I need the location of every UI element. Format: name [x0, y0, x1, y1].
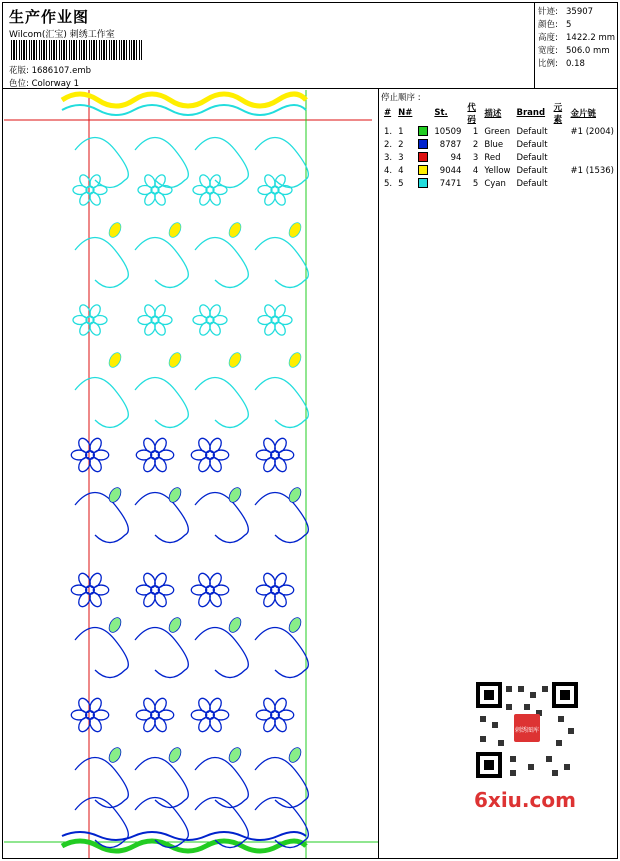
stop-sequence-title: 停止顺序 :	[381, 93, 421, 103]
stitch-count: 9044	[439, 165, 462, 176]
vine-stem	[195, 493, 248, 543]
colors-value: 5	[566, 20, 572, 30]
vine-stem	[255, 138, 308, 188]
leaf-accent	[107, 351, 124, 370]
table-row	[381, 125, 617, 138]
vine-stem	[195, 378, 248, 428]
flower-petal	[272, 436, 288, 454]
col-header: 描述	[484, 109, 502, 119]
flower-petal	[152, 571, 168, 589]
scale-row: 比例: 0.18	[538, 59, 585, 69]
color-swatch	[415, 164, 431, 177]
colorway-label: 色位:	[9, 79, 29, 89]
leaf-accent	[287, 351, 304, 370]
vine-stem	[135, 628, 188, 678]
flower-petal	[272, 571, 288, 589]
width-row: 宽度: 506.0 mm	[538, 46, 610, 56]
leaf-accent	[227, 351, 244, 370]
vine-stem	[255, 238, 308, 288]
colorway: Colorway 1	[31, 79, 80, 89]
leaf-accent	[227, 221, 244, 240]
height-row: 高度: 1422.2 mm	[538, 33, 616, 43]
row-stop-number: 5	[398, 178, 404, 189]
stitch-count: 10509	[434, 126, 462, 137]
col-header	[415, 101, 431, 125]
brand: Default	[516, 165, 548, 176]
leaf-accent	[227, 486, 244, 505]
element	[551, 125, 568, 138]
table-row	[381, 138, 617, 151]
row-number: 3.	[384, 152, 393, 163]
flower-petal	[152, 696, 168, 714]
col-header: 元素	[553, 103, 563, 125]
page-title: 生产作业图	[9, 8, 90, 26]
leaf-accent	[167, 351, 184, 370]
leaf-accent	[227, 746, 244, 765]
table-row	[381, 151, 617, 164]
element	[551, 151, 568, 164]
color-code: 5	[472, 178, 479, 189]
sequin-info: #1 (2004)	[570, 126, 614, 137]
flower-petal	[88, 173, 103, 190]
vine-stem	[135, 493, 188, 543]
stitch-count: 8787	[439, 139, 462, 150]
brand: Default	[516, 178, 548, 189]
design-file-label: 花版:	[9, 66, 29, 76]
row-number: 1.	[384, 126, 393, 137]
leaf-accent	[287, 746, 304, 765]
vine-stem	[75, 628, 128, 678]
stitch-count: 94	[450, 152, 462, 163]
element	[551, 138, 568, 151]
color-code: 2	[472, 139, 479, 150]
scale-value: 0.18	[566, 59, 585, 69]
color-description: Blue	[484, 139, 504, 150]
vine-stem	[135, 238, 188, 288]
row-number: 2.	[384, 139, 393, 150]
flower-petal	[207, 436, 223, 454]
color-swatch-icon	[418, 139, 428, 149]
flower-petal	[273, 303, 288, 320]
flower-petal	[152, 436, 168, 454]
table-row	[381, 164, 617, 177]
vine-stem	[255, 378, 308, 428]
vine-stem	[75, 758, 128, 808]
color-swatch	[415, 125, 431, 138]
vine-stem	[195, 758, 248, 808]
vine-stem	[255, 758, 308, 808]
flower-petal	[87, 436, 103, 454]
flower-petal	[208, 173, 223, 190]
leaf-accent	[107, 486, 124, 505]
vine-stem	[75, 238, 128, 288]
col-header: 代码	[467, 103, 476, 125]
leaf-accent	[167, 486, 184, 505]
vine-stem	[195, 628, 248, 678]
flower-petal	[88, 303, 103, 320]
row-stop-number: 2	[398, 139, 404, 150]
color-swatch-icon	[418, 178, 428, 188]
color-description: Red	[484, 152, 501, 163]
brand: Default	[516, 152, 548, 163]
vine-stem	[135, 758, 188, 808]
leaf-accent	[287, 486, 304, 505]
vine-stem	[135, 138, 188, 188]
sequin-info: #1 (1536)	[570, 165, 614, 176]
color-code: 1	[472, 126, 479, 137]
row-stop-number: 3	[398, 152, 404, 163]
leaf-accent	[167, 221, 184, 240]
brand: Default	[516, 126, 548, 137]
sequin-info	[568, 177, 618, 190]
leaf-accent	[167, 746, 184, 765]
col-header: Brand	[516, 108, 546, 118]
color-swatch	[415, 177, 431, 190]
col-header: N#	[398, 108, 413, 118]
qr-code	[470, 680, 582, 780]
flower-petal	[153, 303, 168, 320]
flower-petal	[87, 696, 103, 714]
vine-stem	[75, 378, 128, 428]
vine-stem	[255, 493, 308, 543]
vine-stem	[135, 378, 188, 428]
row-stop-number: 1	[398, 126, 404, 137]
leaf-accent	[107, 746, 124, 765]
vine-stem	[195, 238, 248, 288]
color-swatch	[415, 138, 431, 151]
color-swatch	[415, 151, 431, 164]
table-row	[381, 177, 617, 190]
element	[551, 177, 568, 190]
flower-petal	[207, 571, 223, 589]
color-swatch-icon	[418, 126, 428, 136]
sequin-info	[568, 138, 618, 151]
watermark-text: 6xiu.com	[474, 788, 576, 812]
color-description: Yellow	[484, 165, 511, 176]
brand: Default	[516, 139, 548, 150]
element	[551, 164, 568, 177]
flower-petal	[272, 696, 288, 714]
col-header: 金片链	[570, 109, 597, 119]
stitches-value: 35907	[566, 7, 594, 17]
stitches-row: 针迹: 35907	[538, 7, 594, 17]
height-value: 1422.2 mm	[566, 33, 616, 43]
color-swatch-icon	[418, 152, 428, 162]
colors-row: 颜色: 5	[538, 20, 572, 30]
leaf-accent	[167, 616, 184, 635]
leaf-accent	[227, 616, 244, 635]
color-swatch-icon	[418, 165, 428, 175]
vine-stem	[75, 138, 128, 188]
color-code: 4	[472, 165, 479, 176]
vine-stem	[195, 138, 248, 188]
col-header: St.	[434, 108, 448, 118]
design-file: 1686107.emb	[31, 66, 92, 76]
vine-stem	[255, 628, 308, 678]
leaf-accent	[107, 221, 124, 240]
leaf-accent	[287, 221, 304, 240]
color-code: 3	[472, 152, 479, 163]
flower-petal	[208, 303, 223, 320]
sequin-info	[568, 151, 618, 164]
leaf-accent	[287, 616, 304, 635]
table-header-row	[381, 101, 617, 125]
flower-petal	[207, 696, 223, 714]
vine-stem	[75, 493, 128, 543]
row-stop-number: 4	[398, 165, 404, 176]
width-value: 506.0 mm	[566, 46, 610, 56]
color-description: Cyan	[484, 178, 506, 189]
flower-petal	[87, 571, 103, 589]
col-header: #	[384, 108, 392, 118]
leaf-accent	[107, 616, 124, 635]
row-number: 5.	[384, 178, 393, 189]
stitch-count: 7471	[439, 178, 462, 189]
stop-sequence-table	[381, 101, 617, 190]
qr-badge-text: 刺绣图库	[514, 727, 540, 734]
company-name: Wilcom(汇宝) 刺绣工作室	[9, 30, 115, 40]
row-number: 4.	[384, 165, 393, 176]
color-description: Green	[484, 126, 511, 137]
